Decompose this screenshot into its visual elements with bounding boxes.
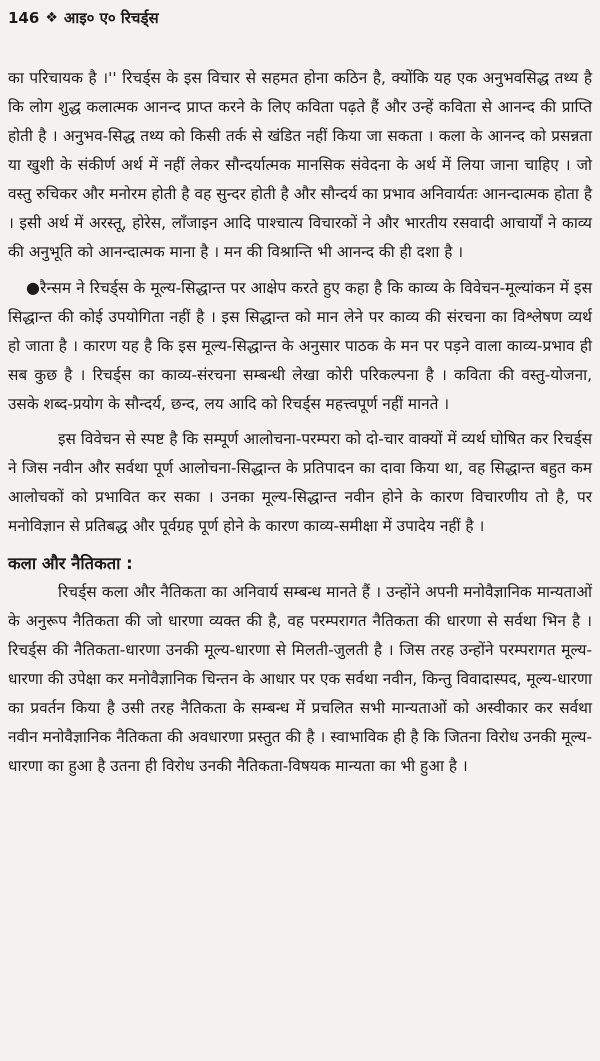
paragraph-1: का परिचायक है ।'' रिचर्ड्स के इस विचार से सहमत होना कठिन है, क्योंकि यह एक अनुभवसिद्ध तथ्य है कि लोग शुद्ध कलात्मक आनन्द प्राप्त करने के लिए कविता पढ़ते हैं और उन्हें कविता से आनन्द की प्राप्ति होती है । अनुभव-सिद्ध तथ्य को किसी तर्क से खंडित नहीं किया जा सकता । कला के आनन्द को प्रसन्नता या खुशी के संकीर्ण अर्थ में नहीं लेकर सौन्दर्यात्मक मानसिक संवेदना के अर्थ में लिया जाना चाहिए । जो वस्तु रुचिकर और मनोरम होती है वह सुन्दर होती है और सौन्दर्य का प्रभाव अनिवार्यतः आनन्दात्मक होता है । इसी अर्थ में अरस्तू, होरेस, लाँजाइन आदि पाश्चात्य विचारकों ने और भारतीय रसवादी आचार्यों ने काव्य की अनुभूति को आनन्दात्मक माना है । मन की विश्रान्ति भी आनन्द की ही दशा है । — [8, 69, 592, 261]
page-number: 146 — [8, 9, 40, 27]
page-header — [8, 8, 159, 28]
ornament-icon: ❖ — [45, 10, 58, 26]
page-body — [8, 64, 592, 781]
running-title: आइ० ए० रिचर्ड्स — [63, 9, 159, 27]
paragraph-4: रिचर्ड्स कला और नैतिकता का अनिवार्य सम्बन्ध मानते हैं । उन्होंने अपनी मनोवैज्ञानिक मान्यताओं के अनुरूप नैतिकता की जो धारणा व्यक्त की है, वह परम्परागत नैतिकता की धारणा से सर्वथा भिन है । रिचर्ड्स की नैतिकता-धारणा उनकी मूल्य-धारणा से मिलती-जुलती है । जिस तरह उन्होंने परम्परागत मूल्य-धारणा की उपेक्षा कर मनोवैज्ञानिक चिन्तन के आधार पर एक सर्वथा नवीन, किन्तु विवादास्पद, मूल्य-धारणा का प्रवर्तन किया है उसी तरह नैतिकता के सम्बन्ध में प्रचलित सभी मान्यताओं को अस्वीकार कर सर्वथा नवीन मनोवैज्ञानिक नैतिकता की अवधारणा प्रस्तुत की है । स्वाभाविक ही है कि जितना विरोध उनकी मूल्य-धारणा का हुआ है उतना ही विरोध उनकी नैतिकता-विषयक मान्यता का भी हुआ है । — [8, 583, 592, 775]
section-heading: कला और नैतिकता : — [8, 554, 133, 573]
paragraph-3: इस विवेचन से स्पष्ट है कि सम्पूर्ण आलोचना-परम्परा को दो-चार वाक्यों में व्यर्थ घोषित कर रिचर्ड्स ने जिस नवीन और सर्वथा पूर्ण आलोचना-सिद्धान्त के प्रतिपादन का दावा किया था, वह सिद्धान्त बहुत कम आलोचकों को प्रभावित कर सका । उनका मूल्य-सिद्धान्त नवीन होने के कारण विचारणीय तो है, पर मनोविज्ञान से प्रतिबद्ध और पूर्वग्रह पूर्ण होने के कारण काव्य-समीक्षा में उपादेय नहीं है । — [8, 430, 592, 535]
paragraph-2: रैन्सम ने रिचर्ड्स के मूल्य-सिद्धान्त पर आक्षेप करते हुए कहा है कि काव्य के विवेचन-मूल्यांकन में इस सिद्धान्त की कोई उपयोगिता नहीं है । इस सिद्धान्त को मान लेने पर काव्य की संरचना का विश्लेषण व्यर्थ हो जाता है । कारण यह है कि इस मूल्य-सिद्धान्त के अनुसार पाठक के मन पर पड़ने वाला काव्य-प्रभाव ही सब कुछ है । रिचर्ड्स का काव्य-संरचना सम्बन्धी लेखा कोरी परिकल्पना है । कविता की वस्तु-योजना, उसके शब्द-प्रयोग के सौन्दर्य, छन्द, लय आदि को रिचर्ड्स महत्त्वपूर्ण नहीं मानते । — [8, 279, 593, 413]
paragraph-2-bullet — [8, 273, 592, 419]
bullet-icon: ● — [26, 278, 41, 297]
